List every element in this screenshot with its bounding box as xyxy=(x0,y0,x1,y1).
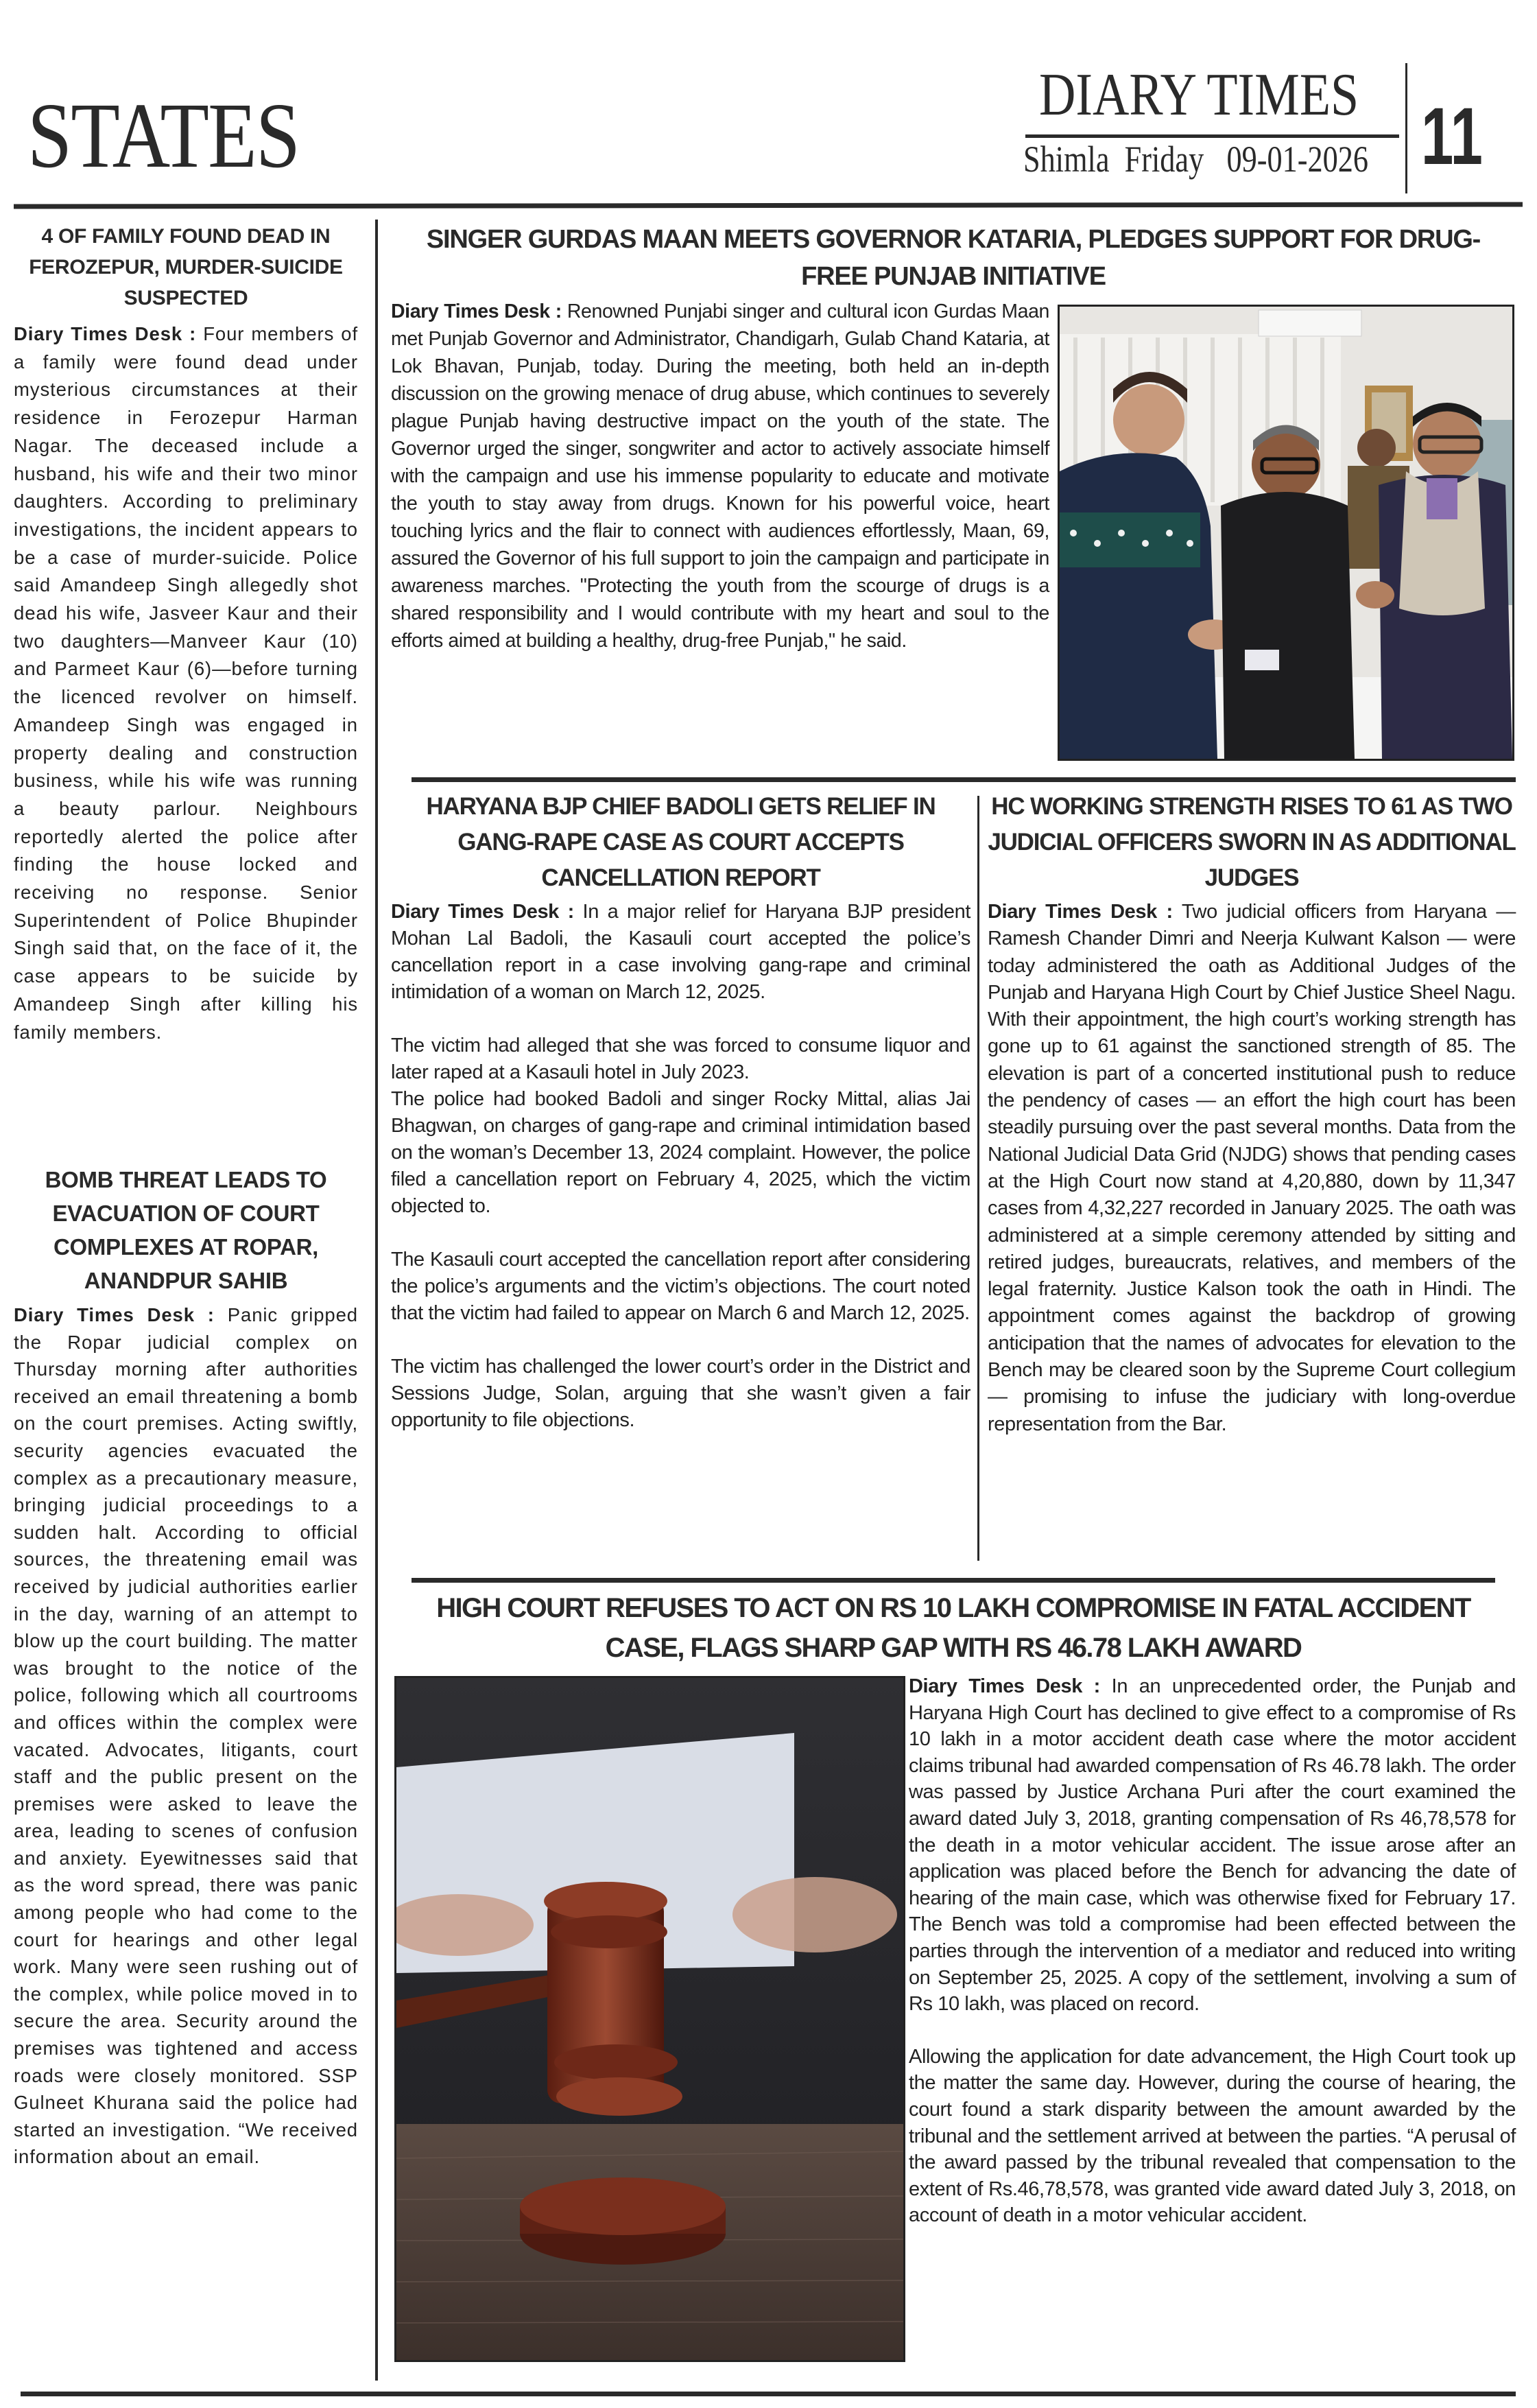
section-title: STATES xyxy=(27,84,300,187)
story-paragraph: The police had booked Badoli and singer Rocky Mittal, alias Jai Bhagwan, on charges of gang-rape and criminal intimidation based on the woman’s December 13, 2024 complaint. However, the police filed a cancellation report on February 4, 2025, which the victim objected to. xyxy=(391,1088,970,1217)
story-accident-compromise xyxy=(391,1588,1516,2384)
story-headline: HC WORKING STRENGTH RISES TO 61 AS TWO JUDICIAL OFFICERS SWORN IN AS ADDITIONAL JUDGES xyxy=(988,793,1516,891)
story-hc-strength xyxy=(988,789,1516,1438)
page-number: 11 xyxy=(1421,91,1483,182)
story-bomb-threat xyxy=(14,1163,358,2171)
masthead-vertical-divider xyxy=(1405,63,1407,193)
story-gurdas-maan xyxy=(391,221,1516,763)
paper-name: DIARY TIMES xyxy=(1039,62,1359,128)
byline: Diary Times Desk : xyxy=(14,1304,215,1325)
story-paragraph: Renowned Punjabi singer and cultural icon Gurdas Maan met Punjab Governor and Administrator, Chandigarh, Gulab Chand Kataria, at Lok Bhavan, Punjab, today. During the meeting, both held an in-depth discussion on the growing menace of drug abuse, which continues to severely plague Punjab having destructive impact on the youth of the state. The Governor urged the singer, songwriter and actor to actively associate himself with the campaign and use his immense popularity to educate and motivate the youth to stay away from drugs. Known for his powerful voice, heart touching lyrics and the flair to connect with audiences effortlessly, Maan, 69, assured the Governor of his full support to join the campaign and participate in awareness marches. "Protecting the youth from the scourge of drugs is a shared responsibility and I would contribute with my heart and soul to the efforts aimed at building a healthy, drug-free Punjab," he said. xyxy=(391,300,1049,652)
header-rule xyxy=(14,202,1523,209)
story-body xyxy=(988,899,1516,1438)
story-paragraph: In a major relief for Haryana BJP president Mohan Lal Badoli, the Kasauli court accepted the police’s cancellation report in a case involving gang-rape and criminal intimidation of a woman on March 12, 2025. xyxy=(391,901,970,1003)
byline: Diary Times Desk : xyxy=(391,300,562,322)
byline: Diary Times Desk : xyxy=(909,1675,1100,1697)
story-paragraph: Two judicial officers from Haryana — Ramesh Chander Dimri and Neerja Kulwant Kalson — were today administered the oath as Additional Judges of the Punjab and Haryana High Court by Chief Justice Sheel Nagu. With their appointment, the high court’s working strength has gone up to 61 against the sanctioned strength of 85. The elevation is part of a concerted institutional push to reduce the pendency of cases — an effort the high court has been steadily pursuing over the past several months. Data from the National Judicial Data Grid (NJDG) shows that pending cases at the High Court now stand at 4,20,880, down by 11,347 cases from 4,32,227 recorded in January 2025. The oath was administered at a simple ceremony attended by sitting and retired judges, bureaucrats, relatives, and members of the legal fraternity. Justice Kalson took the oath in Hindi. The appointment comes against the backdrop of growing anticipation that the names of advocates for elevation to the Bench may be cleared soon by the Supreme Court collegium — promising to infuse the judiciary with long-overdue representation from the Bar. xyxy=(988,901,1516,1435)
story-headline: SINGER GURDAS MAAN MEETS GOVERNOR KATARIA, PLEDGES SUPPORT FOR DRUG-FREE PUNJAB INITIATIVE xyxy=(426,225,1481,291)
section-rule-1 xyxy=(412,777,1516,782)
dateline-city: Shimla xyxy=(1023,139,1110,180)
story-paragraph: Panic gripped the Ropar judicial complex on Thursday morning after authorities received an email threatening a bomb on the court premises. Acting swiftly, security agencies evacuated the complex as a precautionary measure, bringing judicial proceedings to a sudden halt. According to official sources, the threatening email was received by judicial authorities earlier in the day, warning of an attempt to blow up the court building. The matter was brought to the notice of the police, following which all courtrooms and offices within the complex were vacated. Advocates, litigants, court staff and the public present on the premises were asked to leave the area, leading to scenes of confusion and anxiety. Eyewitnesses said that as the word spread, there was panic among people who had come to the court for hearings and other legal work. Many were seen rushing out of the complex, while police moved in to secure the area. Security around the premises was tightened and access roads were closely monitored. SSP Gulneet Khurana said the police had started an investigation. “We received information about an email. xyxy=(14,1304,359,2168)
dateline xyxy=(1023,137,1368,182)
byline: Diary Times Desk : xyxy=(14,323,197,344)
gavel-photo-illustration xyxy=(396,1678,903,2360)
story-badoli xyxy=(391,789,970,1434)
dateline-day: Friday xyxy=(1124,139,1204,180)
story-body xyxy=(391,899,970,1434)
story-paragraph: The victim had alleged that she was forced to consume liquor and later raped at a Kasauli hotel in July 2023. xyxy=(391,1035,970,1083)
story-headline: HARYANA BJP CHIEF BADOLI GETS RELIEF IN GANG-RAPE CASE AS COURT ACCEPTS CANCELLATION REPORT xyxy=(426,793,936,891)
section-rule-2 xyxy=(412,1578,1495,1583)
story-paragraph: The Kasauli court accepted the cancellation report after considering the police’s arguments and the victim’s objections. The court noted that the victim had failed to appear on March 6 and March 12, 2025. xyxy=(391,1249,970,1324)
byline: Diary Times Desk : xyxy=(391,901,574,923)
story-body xyxy=(909,1673,1516,2229)
photo-gavel xyxy=(394,1676,905,2362)
dateline-date: 09-01-2026 xyxy=(1226,139,1369,180)
story-paragraph: The victim has challenged the lower court’s order in the District and Sessions Judge, Solan, arguing that she wasn’t given a fair opportunity to file objections. xyxy=(391,1356,970,1431)
byline: Diary Times Desk : xyxy=(988,901,1173,923)
story-headline: BOMB THREAT LEADS TO EVACUATION OF COURT COMPLEXES AT ROPAR, ANANDPUR SAHIB xyxy=(45,1167,327,1293)
meeting-photo-illustration xyxy=(1060,307,1512,759)
story-paragraph: In an unprecedented order, the Punjab and Haryana High Court has declined to give effect to a compromise of Rs 10 lakh in a motor accident death case where the motor accident claims tribunal had awarded compensation of Rs 46.78 lakh. The order was passed by Justice Archana Puri after the court examined the award dated July 3, 2018, granting compensation of Rs 46,78,578 for the death in a motor vehicular accident. The issue arose after an application was placed before the Bench for advancing the date of hearing of the main case, which was otherwise fixed for February 17. The Bench was told a compromise had been effected between the parties through the intervention of a mediator and reduced into writing on September 25, 2025. A copy of the settlement, involving a sum of Rs 10 lakh, was placed on record. xyxy=(909,1675,1516,2016)
story-paragraph: Four members of a family were found dead under mysterious circumstances at their residence in Ferozepur Harman Nagar. The deceased include a husband, his wife and their two minor daughters. According to preliminary investigations, the incident appears to be a case of murder-suicide. Police said Amandeep Singh allegedly shot dead his wife, Jasveer Kaur and their two daughters—Manveer Kaur (10) and Parmeet Kaur (6)—before turning the licenced revolver on himself. Amandeep Singh was engaged in property dealing and construction business, while his wife was running a beauty parlour. Neighbours reportedly alerted the police after finding the house locked and receiving no response. Senior Superintendent of Police Bhupinder Singh said that, on the face of it, the case appears to be suicide by Amandeep Singh after killing his family members. xyxy=(14,323,358,1043)
column-divider-middle xyxy=(977,796,979,1561)
story-ferozepur xyxy=(14,221,358,1046)
story-headline: 4 OF FAMILY FOUND DEAD IN FEROZEPUR, MURDER-SUICIDE SUSPECTED xyxy=(29,225,343,309)
story-headline: HIGH COURT REFUSES TO ACT ON RS 10 LAKH COMPROMISE IN FATAL ACCIDENT CASE, FLAGS SHARP GAP WITH RS 46.78 LAKH AWARD xyxy=(436,1593,1470,1663)
story-body xyxy=(14,1301,358,2171)
story-body xyxy=(14,320,358,1046)
story-paragraph: Allowing the application for date advancement, the High Court took up the matter the same day. However, during the course of hearing, the court found a stark disparity between the amount awarded by the tribunal and the settlement arrived at between the parties. “A perusal of the award passed by the tribunal revealed that compensation to the extent of Rs.46,78,578, was granted vide award dated July 3, 2018, on account of death in a motor vehicular accident. xyxy=(909,2045,1516,2227)
story-body xyxy=(391,298,1049,654)
photo-gurdas-maan-governor xyxy=(1058,305,1514,761)
column-divider-left xyxy=(375,220,378,2381)
footer-rule xyxy=(21,2392,1516,2396)
